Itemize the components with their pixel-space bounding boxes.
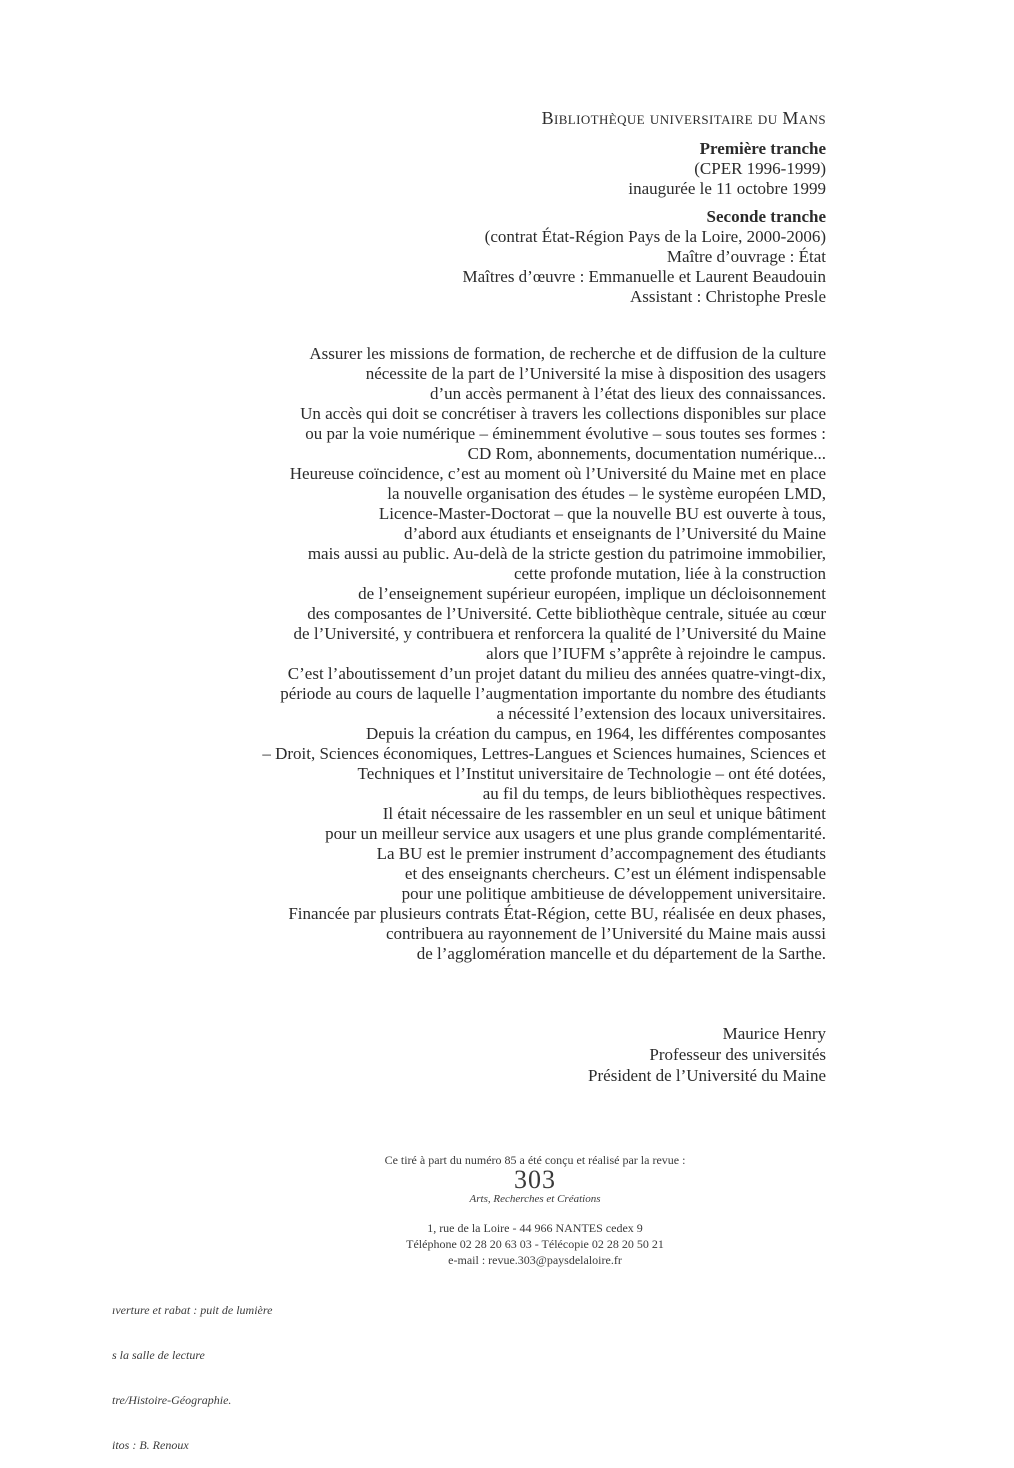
caption-line: s la salle de lecture	[112, 1348, 205, 1362]
text-line: alors que l’IUFM s’apprête à rejoindre le campus.	[486, 644, 826, 663]
revue-email: e-mail : revue.303@paysdelaloire.fr	[448, 1253, 622, 1267]
text-line: La BU est le premier instrument d’accompagnement des étudiants	[376, 844, 826, 863]
text-line: de l’agglomération mancelle et du département de la Sarthe.	[416, 944, 826, 963]
main-text	[262, 344, 826, 964]
colophon-intro: Ce tiré à part du numéro 85 a été conçu et réalisé par la revue :	[384, 1153, 686, 1167]
text-line: C’est l’aboutissement d’un projet datant du milieu des années quatre-vingt-dix,	[287, 664, 826, 683]
text-line: et des enseignants chercheurs. C’est un élément indispensable	[404, 864, 826, 883]
colophon	[340, 1152, 730, 1268]
text-line: Il était nécessaire de les rassembler en un seul et unique bâtiment	[382, 804, 826, 823]
phase1-line: (CPER 1996-1999)	[694, 159, 826, 178]
revue-subtitle: Arts, Recherches et Créations	[469, 1193, 601, 1205]
text-line: Financée par plusieurs contrats État-Région, cette BU, réalisée en deux phases,	[288, 904, 826, 923]
phase1-line: inaugurée le 11 octobre 1999	[628, 179, 826, 198]
caption-line: tre/Histoire-Géographie.	[112, 1393, 232, 1407]
text-line: d’un accès permanent à l’état des lieux des connaissances.	[429, 384, 826, 403]
text-line: Techniques et l’Institut universitaire de Technologie – ont été dotées,	[357, 764, 826, 783]
text-line: au fil du temps, de leurs bibliothèques respectives.	[482, 784, 826, 803]
text-line: contribuera au rayonnement de l’Université du Maine mais aussi	[386, 924, 826, 943]
text-line: – Droit, Sciences économiques, Lettres-Langues et Sciences humaines, Sciences et	[262, 744, 826, 763]
text-line: cette profonde mutation, liée à la construction	[513, 564, 826, 583]
text-line: Heureuse coïncidence, c’est au moment où l’Université du Maine met en place	[289, 464, 826, 483]
signature-block	[588, 1023, 826, 1086]
phase1-heading: Première tranche	[699, 139, 826, 158]
text-line: Depuis la création du campus, en 1964, les différentes composantes	[366, 724, 826, 743]
revue-phone: Téléphone 02 28 20 63 03 - Télécopie 02 28 20 50 21	[406, 1237, 664, 1251]
text-line: a nécessité l’extension des locaux universitaires.	[496, 704, 826, 723]
text-line: de l’Université, y contribuera et renforcera la qualité de l’Université du Maine	[293, 624, 826, 643]
phase2-line: Assistant : Christophe Presle	[630, 287, 826, 306]
text-line: Licence-Master-Doctorat – que la nouvelle BU est ouverte à tous,	[378, 504, 826, 523]
text-line: la nouvelle organisation des études – le système européen LMD,	[387, 484, 826, 503]
text-line: d’abord aux étudiants et enseignants de l’Université du Maine	[403, 524, 826, 543]
phase2-line: (contrat État-Région Pays de la Loire, 2000-2006)	[484, 227, 826, 246]
phase2-heading: Seconde tranche	[706, 207, 826, 226]
photo-caption	[112, 1273, 272, 1468]
text-line: nécessite de la part de l’Université la mise à disposition des usagers	[365, 364, 826, 383]
text-line: Assurer les missions de formation, de recherche et de diffusion de la culture	[309, 344, 826, 363]
text-line: ou par la voie numérique – éminemment évolutive – sous toutes ses formes :	[305, 424, 826, 443]
text-line: Un accès qui doit se concrétiser à travers les collections disponibles sur place	[300, 404, 826, 423]
text-line: de l’enseignement supérieur européen, implique un décloisonnement	[358, 584, 826, 603]
revue-address: 1, rue de la Loire - 44 966 NANTES cedex 9	[427, 1221, 643, 1235]
text-line: CD Rom, abonnements, documentation numérique...	[467, 444, 826, 463]
text-line: mais aussi au public. Au-delà de la stricte gestion du patrimoine immobilier,	[307, 544, 826, 563]
signatory-title: Président de l’Université du Maine	[588, 1066, 826, 1085]
text-line: période au cours de laquelle l’augmentation importante du nombre des étudiants	[280, 684, 826, 703]
caption-line: itos : B. Renoux	[112, 1438, 189, 1452]
phase2-line: Maîtres d’œuvre : Emmanuelle et Laurent Beaudouin	[462, 267, 826, 286]
signatory-name: Maurice Henry	[722, 1024, 826, 1043]
phase2-line: Maître d’ouvrage : État	[666, 247, 826, 266]
signatory-title: Professeur des universités	[649, 1045, 826, 1064]
text-line: pour une politique ambitieuse de développement universitaire.	[401, 884, 826, 903]
library-title: Bibliothèque universitaire du Mans	[541, 108, 826, 128]
caption-line: ıverture et rabat : puit de lumière	[112, 1303, 273, 1317]
library-header	[463, 108, 827, 307]
revue-number: 303	[514, 1165, 556, 1194]
text-line: pour un meilleur service aux usagers et une plus grande complémentarité.	[325, 824, 826, 843]
text-line: des composantes de l’Université. Cette bibliothèque centrale, située au cœur	[307, 604, 826, 623]
